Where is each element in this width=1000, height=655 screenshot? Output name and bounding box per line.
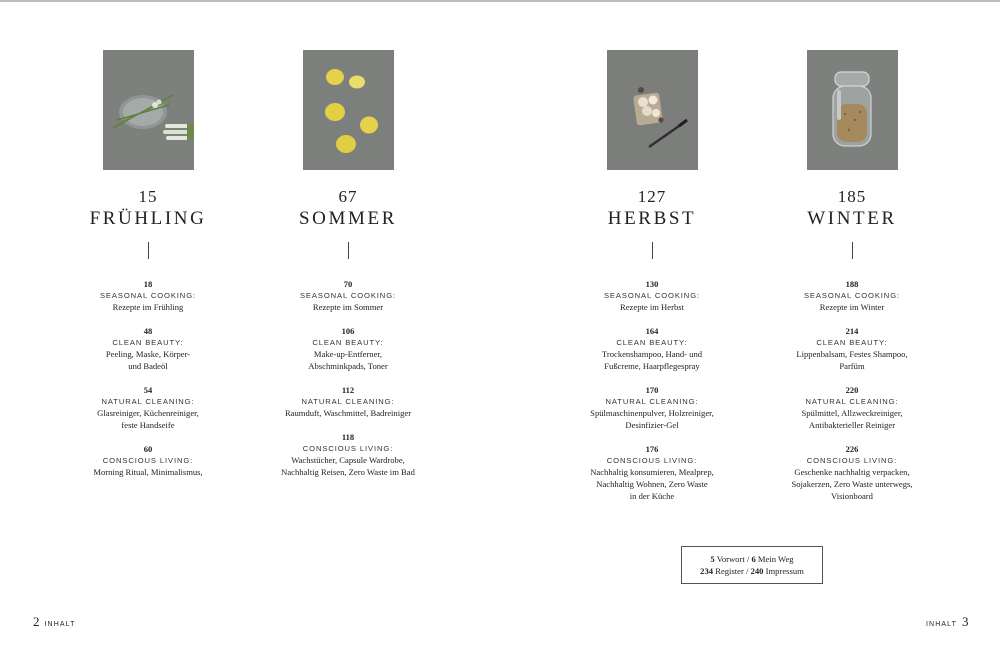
entry-page-number: 170	[645, 385, 659, 395]
entry-category: NATURAL CLEANING:	[101, 397, 195, 406]
section-divider	[148, 242, 149, 259]
entry-category: NATURAL CLEANING:	[301, 397, 395, 406]
entry-page-number: 176	[645, 444, 659, 454]
infobox-label[interactable]: Register	[715, 566, 744, 576]
entry-category: SEASONAL COOKING:	[603, 291, 701, 300]
entry-page-number: 60	[143, 444, 153, 454]
section-page-number: 67	[338, 187, 358, 206]
entry-text: Rezepte im Sommer	[312, 302, 384, 312]
toc-entry[interactable]	[552, 326, 752, 372]
section-herbst	[552, 50, 752, 515]
entry-page-number: 54	[143, 385, 153, 395]
infobox-line-1	[682, 553, 822, 565]
infobox-separator: /	[746, 554, 750, 564]
toc-entry[interactable]	[752, 444, 952, 502]
section-divider	[652, 242, 653, 259]
footer-label: INHALT	[44, 621, 76, 628]
entry-page-number: 164	[645, 326, 659, 336]
toc-entry[interactable]	[752, 279, 952, 313]
entry-category: CONSCIOUS LIVING:	[606, 456, 698, 465]
footer-right	[926, 614, 968, 630]
toc-entry[interactable]	[248, 326, 448, 372]
entry-text: Wachstücher, Capsule Wardrobe, Nachhaltig Reisen, Zero Waste im Bad	[281, 455, 415, 477]
toc-entry[interactable]	[48, 385, 248, 431]
section-page-number: 15	[138, 187, 158, 206]
infobox-line-2	[682, 565, 822, 577]
entry-text: Raumduft, Waschmittel, Badreiniger	[284, 408, 412, 418]
toc-entry[interactable]	[48, 279, 248, 313]
entry-text: Spülmaschinenpulver, Holzreiniger, Desinfizier-Gel	[590, 408, 714, 430]
entry-category: NATURAL CLEANING:	[605, 397, 699, 406]
section-page-number: 185	[837, 187, 867, 206]
footer-page-number: 2	[33, 614, 40, 629]
infobox-page-number: 240	[750, 566, 764, 576]
entry-category: CONSCIOUS LIVING:	[302, 444, 394, 453]
toc-entry[interactable]	[248, 432, 448, 478]
entry-category: CLEAN BEAUTY:	[312, 338, 384, 347]
entry-text: Rezepte im Winter	[819, 302, 885, 312]
lemons-icon	[303, 50, 394, 170]
toc-entry[interactable]	[552, 444, 752, 502]
entry-text: Trockenshampoo, Hand- und Fußcreme, Haarpflegespray	[601, 349, 703, 371]
entry-text: Rezepte im Frühling	[112, 302, 184, 312]
toc-entry[interactable]	[48, 444, 248, 478]
section-divider	[348, 242, 349, 259]
toc-entry[interactable]	[552, 279, 752, 313]
entry-category: SEASONAL COOKING:	[99, 291, 197, 300]
infobox-page-number: 234	[700, 566, 714, 576]
entry-page-number: 48	[143, 326, 153, 336]
infobox-label[interactable]: Impressum	[765, 566, 804, 576]
top-rule	[0, 0, 1000, 2]
entry-page-number: 220	[845, 385, 859, 395]
jar-grains-photo	[807, 50, 898, 170]
entry-category: CLEAN BEAUTY:	[112, 338, 184, 347]
section-sommer	[248, 50, 448, 491]
section-entries	[248, 279, 448, 478]
toc-entry[interactable]	[752, 385, 952, 431]
entry-text: Make-up-Entferner, Abschminkpads, Toner	[308, 349, 388, 371]
entry-text: Lippenbalsam, Festes Shampoo, Parfüm	[796, 349, 908, 371]
toc-entry[interactable]	[752, 326, 952, 372]
section-title: HERBST	[607, 208, 697, 229]
footer-page-number: 3	[961, 614, 969, 629]
footer-left	[33, 614, 75, 630]
toc-entry[interactable]	[48, 326, 248, 372]
entry-page-number: 188	[845, 279, 859, 289]
entry-text: Nachhaltig konsumieren, Mealprep, Nachhaltig Wohnen, Zero Waste in der Küche	[590, 467, 714, 501]
chives-plate-icon	[103, 50, 194, 170]
entry-page-number: 130	[645, 279, 659, 289]
toc-entry[interactable]	[248, 385, 448, 419]
footer-label: INHALT	[926, 621, 957, 628]
entry-page-number: 106	[341, 326, 355, 336]
lemons-photo	[303, 50, 394, 170]
infobox-separator: /	[746, 566, 749, 576]
infobox-page-number: 6	[751, 554, 756, 564]
entry-text: Rezepte im Herbst	[620, 302, 684, 312]
extra-pages-box	[681, 546, 823, 584]
section-entries	[48, 279, 248, 478]
entry-page-number: 226	[845, 444, 859, 454]
entry-category: SEASONAL COOKING:	[803, 291, 901, 300]
entry-text: Peeling, Maske, Körper- und Badeöl	[105, 349, 191, 371]
jar-icon	[807, 50, 898, 170]
entry-text: Morning Ritual, Minimalismus,	[93, 467, 203, 477]
entry-category: CLEAN BEAUTY:	[816, 338, 888, 347]
entry-page-number: 118	[341, 432, 355, 442]
mushrooms-icon	[607, 50, 698, 170]
section-title: SOMMER	[299, 208, 397, 229]
entry-page-number: 18	[143, 279, 153, 289]
mushrooms-knife-photo	[607, 50, 698, 170]
entry-page-number: 112	[341, 385, 355, 395]
chives-plate-photo	[103, 50, 194, 170]
entry-text: Glasreiniger, Küchenreiniger, feste Handseife	[97, 408, 199, 430]
infobox-page-number: 5	[710, 554, 715, 564]
section-entries	[552, 279, 752, 502]
section-title: FRÜHLING	[89, 208, 207, 229]
entry-category: CLEAN BEAUTY:	[616, 338, 688, 347]
section-page-number: 127	[637, 187, 667, 206]
infobox-label[interactable]: Vorwort	[716, 554, 745, 564]
entry-category: NATURAL CLEANING:	[805, 397, 899, 406]
entry-text: Spülmittel, Allzweckreiniger, Antibakterieller Reiniger	[801, 408, 903, 430]
section-entries	[752, 279, 952, 502]
section-title: WINTER	[807, 208, 897, 229]
entry-category: CONSCIOUS LIVING:	[102, 456, 194, 465]
entry-page-number: 70	[343, 279, 353, 289]
entry-text: Geschenke nachhaltig verpacken, Sojakerzen, Zero Waste unterwegs, Visionboard	[791, 467, 913, 501]
entry-page-number: 214	[845, 326, 859, 336]
toc-entry[interactable]	[248, 279, 448, 313]
entry-category: SEASONAL COOKING:	[299, 291, 397, 300]
section-fruehling	[48, 50, 248, 491]
section-divider	[852, 242, 853, 259]
infobox-label[interactable]: Mein Weg	[757, 554, 794, 564]
toc-entry[interactable]	[552, 385, 752, 431]
entry-category: CONSCIOUS LIVING:	[806, 456, 898, 465]
section-winter	[752, 50, 952, 515]
